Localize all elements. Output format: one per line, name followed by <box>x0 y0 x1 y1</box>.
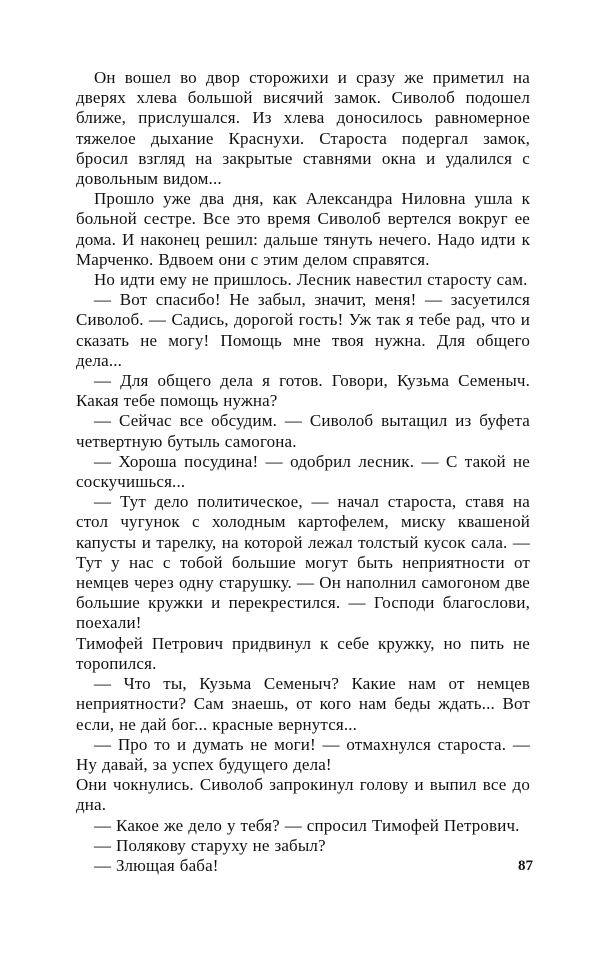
page-number: 87 <box>518 858 533 874</box>
paragraph-5: — Для общего дела я готов. Говори, Кузьма Семеныч. Какая тебе помощь нужна? <box>76 371 530 411</box>
paragraph-8: — Тут дело политическое, — начал староста, ставя на стол чугунок с холодным картофелем, миску квашеной капусты и тарелку, на которой лежал толстый кусок сала. — Тут у нас с тобой большие могут быть неприятности от немцев через одну старушку. — Он наполнил самогоном две большие кружки и перекрестился. — Господи благослови, поехали! <box>76 492 530 633</box>
paragraph-11: — Про то и думать не моги! — отмахнулся староста. — Ну давай, за успех будущего дела! <box>76 734 530 774</box>
paragraph-3: Но идти ему не пришлось. Лесник навестил старосту сам. <box>94 270 528 290</box>
paragraph-10: — Что ты, Кузьма Семеныч? Какие нам от немцев неприятности? Сам знаешь, от кого нам беды ждать... Вот если, не дай бог... красные вернутся... <box>76 674 530 734</box>
paragraph-14: — Полякову старуху не забыл? <box>94 835 326 855</box>
paragraph-7: — Хороша посудина! — одобрил лесник. — С такой не соскучишься... <box>76 451 530 492</box>
paragraph-1: Он вошел во двор сторожихи и сразу же приметил на дверях хлева большой висячий замок. Сиволоб подошел ближе, прислушался. Из хлева доносилось равномерное тяжелое дыхание Краснухи. Староста подергал замок, бросил взгляд на закрытые ставнями окна и удалился с довольным видом... <box>76 68 530 189</box>
paragraph-13: — Какое же дело у тебя? — спросил Тимофей Петрович. <box>94 815 520 835</box>
paragraph-2: Прошло уже два дня, как Александра Ниловна ушла к больной сестре. Все это время Сиволоб вертелся вокруг ее дома. И наконец решил: дальше тянуть нечего. Надо идти к Марченко. Вдвоем они с этим делом справятся. <box>76 189 530 269</box>
paragraph-4: — Вот спасибо! Не забыл, значит, меня! — засуетился Сиволоб. — Садись, дорогой гость! Уж так я тебе рад, что и сказать не могу! Помощь мне твоя нужна. Для общего дела... <box>76 290 530 370</box>
main-text <box>76 68 530 876</box>
paragraph-12: Они чокнулись. Сиволоб запрокинул голову и выпил все до дна. <box>76 775 530 815</box>
paragraph-6: — Сейчас все обсудим. — Сиволоб вытащил из буфета четвертную бутыль самогона. <box>76 411 530 451</box>
paragraph-9: Тимофей Петрович придвинул к себе кружку, но пить не торопился. <box>76 633 530 673</box>
paragraph-15: — Злющая баба! <box>94 855 219 875</box>
